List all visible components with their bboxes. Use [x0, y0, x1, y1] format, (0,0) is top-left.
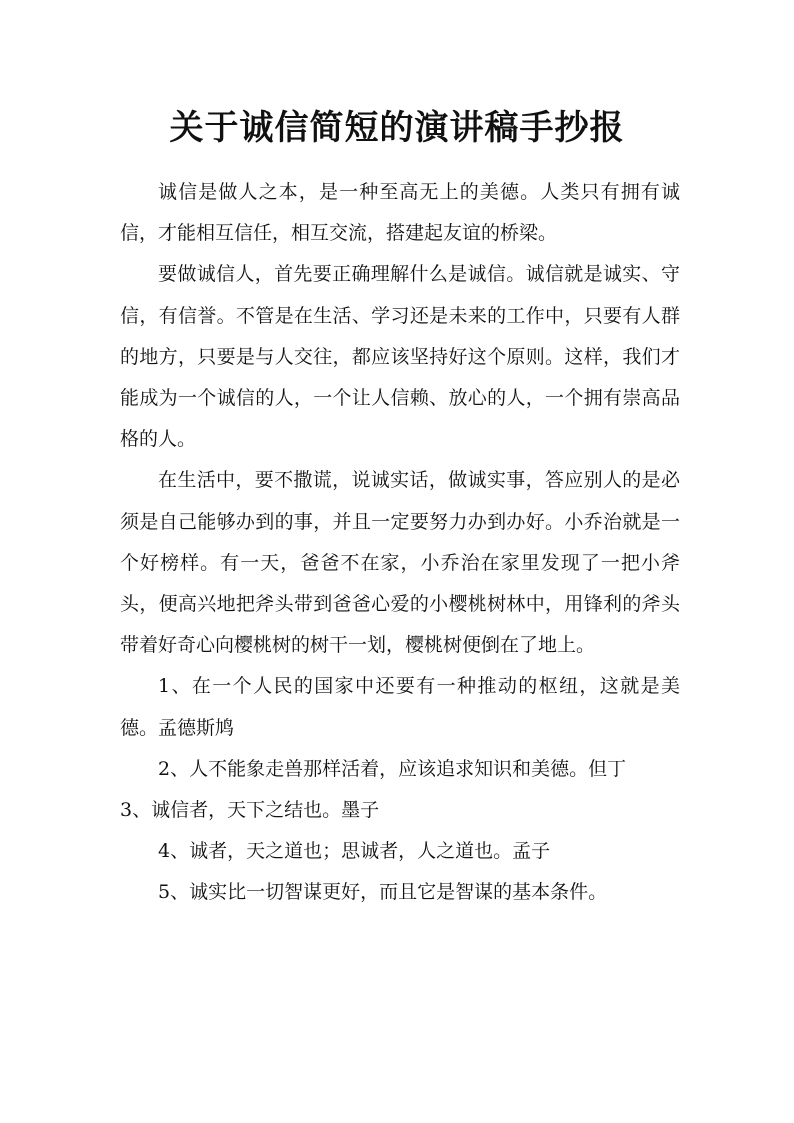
quote-item-3: 3、诚信者，天下之结也。墨子	[120, 799, 380, 822]
quote-item-4: 4、诚者，天之道也；思诚者，人之道也。孟子	[158, 840, 551, 863]
quote-item-5: 5、诚实比一切智谋更好，而且它是智谋的基本条件。	[158, 881, 608, 904]
quote-item-1: 1、在一个人民的国家中还要有一种推动的枢纽，这就是美德。孟德斯鸠	[120, 675, 680, 739]
quote-item-2: 2、人不能象走兽那样活着，应该追求知识和美德。但丁	[158, 757, 627, 780]
paragraph-story: 在生活中，要不撒谎，说诚实话，做诚实事，答应别人的是必须是自己能够办到的事，并且一定要努力办到办好。小乔治就是一个好榜样。有一天，爸爸不在家，小乔治在家里发现了一把小斧头，便高兴地把斧头带到爸爸心爱的小樱桃树林中，用锋利的斧头带着好奇心向樱桃树的树干一划，樱桃树便倒在了地上。	[120, 469, 680, 657]
paragraph-definition: 要做诚信人，首先要正确理解什么是诚信。诚信就是诚实、守信，有信誉。不管是在生活、学习还是未来的工作中，只要有人群的地方，只要是与人交往，都应该坚持好这个原则。这样，我们才能成为一个诚信的人，一个让人信赖、放心的人，一个拥有崇高品格的人。	[120, 263, 680, 451]
document-body	[120, 172, 680, 914]
paragraph-intro: 诚信是做人之本，是一种至高无上的美德。人类只有拥有诚信，才能相互信任，相互交流，搭建起友谊的桥梁。	[120, 181, 680, 245]
document-title: 关于诚信简短的演讲稿手抄报	[169, 108, 625, 148]
